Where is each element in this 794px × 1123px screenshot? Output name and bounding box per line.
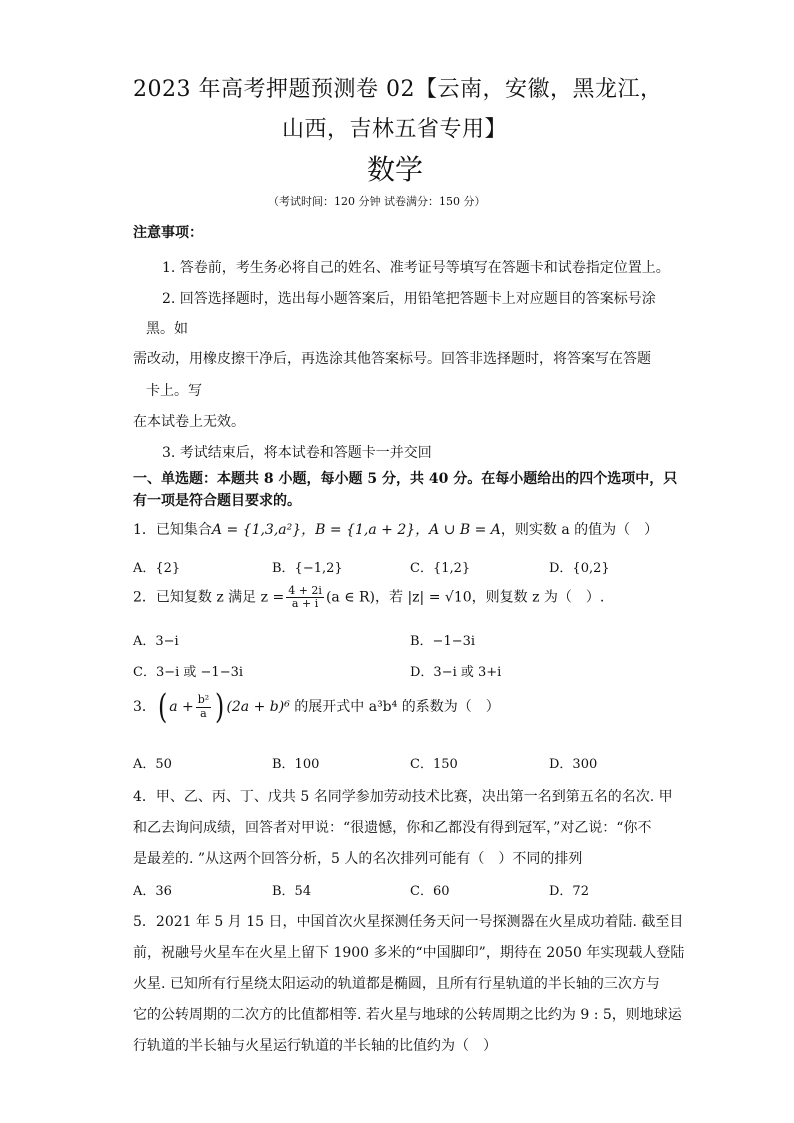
section-1-line-2: 有一项是符合题目要求的。 xyxy=(133,493,301,509)
q1-option-b: B．{−1,2} xyxy=(272,561,343,576)
subject-title: 数学 xyxy=(367,153,424,186)
q1-set-a: A = {1,3,a²} xyxy=(211,522,302,538)
q5-line-3: 火星. 已知所有行星绕太阳运动的轨道都是椭圆，且所有行星轨道的半长轴的三次方与 xyxy=(133,976,660,992)
question-3 xyxy=(133,687,500,727)
notes-heading: 注意事项： xyxy=(133,225,203,241)
q3-option-c: C．150 xyxy=(410,757,458,772)
q2-option-b: B．−1−3i xyxy=(410,634,476,649)
q5-line-1: 5．2021 年 5 月 15 日，中国首次火星探测任务天问一号探测器在火星成功着陆. 截至目 xyxy=(133,914,684,930)
title-line-1: 2023 年高考押题预测卷 02【云南，安徽，黑龙江， xyxy=(133,77,663,102)
q3-left-paren: ( xyxy=(157,687,168,727)
q4-option-c: C．60 xyxy=(410,884,450,899)
section-1-line-1: 一、单选题：本题共 8 小题，每小题 5 分，共 40 分。在每小题给出的四个选项中，只 xyxy=(133,471,678,487)
q3-option-a: A．50 xyxy=(133,757,172,772)
q3-binomial: (2a + b)⁶ xyxy=(226,699,290,715)
q3-denominator: a xyxy=(200,706,207,720)
q4-line-3: 是最差的. ”从这两个回答分析，5 人的名次排列可能有（ ）不同的排列 xyxy=(133,851,583,867)
q1-lead: 1．已知集合 xyxy=(133,522,212,538)
note-3: 3. 考试结束后，将本试卷和答题卡一并交回 xyxy=(162,445,432,461)
q2-option-c: C．3−i 或 −1−3i xyxy=(133,665,244,680)
q3-lead: 3． xyxy=(133,699,156,715)
q3-numerator: b² xyxy=(197,693,210,707)
q3-option-b: B．100 xyxy=(272,757,320,772)
q1-condition: ，A ∪ B = A xyxy=(415,522,501,538)
q1-set-b: ，B = {1,a + 2} xyxy=(301,522,416,538)
q2-option-d: D．3−i 或 3+i xyxy=(410,665,502,680)
q4-option-b: B．54 xyxy=(272,884,312,899)
note-2e: 在本试卷上无效。 xyxy=(133,414,245,430)
q5-line-4: 它的公转周期的二次方的比值都相等. 若火星与地球的公转周期之比约为 9 : 5，则地球运 xyxy=(133,1007,682,1023)
note-2d: 卡上。写 xyxy=(146,383,202,399)
q3-right-paren: ) xyxy=(215,687,225,727)
q4-line-2: 和乙去询问成绩，回答者对甲说：“很遗憾，你和乙都没有得到冠军，”对乙说：“你不 xyxy=(133,820,652,836)
q1-option-d: D．{0,2} xyxy=(549,561,610,576)
q1-tail: ，则实数 a 的值为（ ） xyxy=(500,522,659,538)
q2-numerator: 4 + 2i xyxy=(288,584,322,597)
q2-tail: ，则复数 z 为（ ）. xyxy=(471,589,605,606)
q1-option-c: C．{1,2} xyxy=(410,561,471,576)
q3-option-d: D．300 xyxy=(549,757,598,772)
question-2 xyxy=(133,585,604,610)
q2-denominator: a + i xyxy=(291,597,319,611)
q3-tail: 的展开式中 a³b⁴ 的系数为（ ） xyxy=(289,699,500,715)
q2-condition: (a ∈ R)，若 |z| = √10 xyxy=(325,589,472,606)
exam-info: （考试时间：120 分钟 试卷满分：150 分） xyxy=(268,195,486,208)
title-line-2: 山西，吉林五省专用】 xyxy=(282,117,508,142)
q4-option-a: A．36 xyxy=(133,884,172,899)
q4-option-d: D．72 xyxy=(549,884,589,899)
q5-line-5: 行轨道的半长轴与火星运行轨道的半长轴的比值约为（ ） xyxy=(133,1038,497,1054)
note-2c: 需改动，用橡皮擦干净后，再选涂其他答案标号。回答非选择题时，将答案写在答题 xyxy=(133,351,651,367)
q4-line-1: 4．甲、乙、丙、丁、戊共 5 名同学参加劳动技术比赛，决出第一名到第五名的名次. 甲 xyxy=(133,789,673,805)
q3-fraction xyxy=(196,694,211,719)
note-2b: 黑。如 xyxy=(146,321,188,337)
q2-option-a: A．3−i xyxy=(133,634,179,649)
q2-fraction xyxy=(286,585,324,610)
question-1 xyxy=(133,519,658,539)
q5-line-2: 前，祝融号火星车在火星上留下 1900 多米的“中国脚印”，期待在 2050 年实现载人登陆 xyxy=(133,945,685,961)
note-2a: 2. 回答选择题时，选出每小题答案后，用铅笔把答题卡上对应题目的答案标号涂 xyxy=(162,291,656,307)
q1-option-a: A．{2} xyxy=(133,561,181,576)
q2-lead: 2．已知复数 z 满足 z = xyxy=(133,589,285,606)
q3-term-a: a + xyxy=(169,699,194,715)
note-1: 1. 答卷前，考生务必将自己的姓名、准考证号等填写在答题卡和试卷指定位置上。 xyxy=(162,260,670,276)
